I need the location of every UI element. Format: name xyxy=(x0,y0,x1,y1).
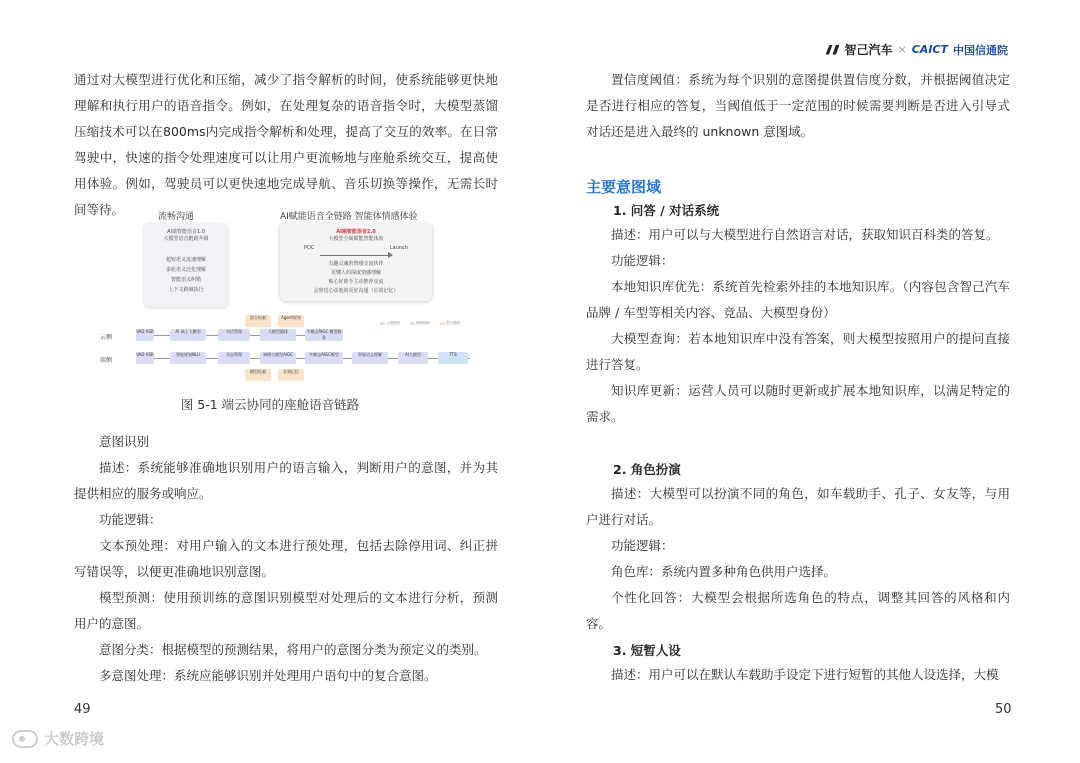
body-paragraph: 功能逻辑： xyxy=(99,512,162,527)
legend-item: 混合链路 xyxy=(440,321,460,326)
sub-heading: 1. 问答 / 对话系统 xyxy=(613,203,720,218)
brand-name: 智己汽车 xyxy=(844,43,893,57)
card-line: 多轮语义泛化理解 xyxy=(165,267,206,273)
sub-heading: 3. 短暂人设 xyxy=(613,643,681,658)
body-paragraph: 置信度阈值：系统为每个识别的意图提供置信度分数，并根据阈值决定是否进行相应的答复，当阈值低于一定范围的时候需要判断是否进入引导式对话还是进入最终的 unknown 意图域。 xyxy=(586,72,1010,139)
body-paragraph: 通过对大模型进行优化和压缩，减少了指令解析的时间，使系统能够更快地理解和执行用户的语音指令。例如，在处理复杂的语音指令时，大模型蒸馏压缩技术可以在800ms内完成指令解析和处理，提高了交互的效率。在日常驾驶中，快速的指令处理速度可以让用户更流畅地与座舱系统交互，提高使用体验。例如，驾驶员可以更快速地完成导航、音乐切换等操作，无需长时间等待。 xyxy=(74,72,498,217)
body-paragraph: 描述：大模型可以扮演不同的角色，如车载助手、孔子、女友等，与用户进行对话。 xyxy=(586,486,1010,527)
poc-label: POC xyxy=(304,245,315,251)
body-paragraph: 本地知识库优先：系统首先检索外挂的本地知识库。（内容包含智己汽车品牌 / 车型等相关内容、竞品、大模型身份） xyxy=(586,279,1010,320)
diagram-node: 端侧大模型AIGC xyxy=(260,352,296,364)
diagram-node: 多模态AIGC模型 xyxy=(305,352,343,364)
body-paragraph: 角色库：系统内置多种角色供用户选择。 xyxy=(611,564,837,579)
figure-caption: 图 5-1 端云协同的座舱语音链路 xyxy=(180,397,360,412)
body-paragraph: 功能逻辑： xyxy=(611,538,674,553)
body-paragraph: 意图分类：根据模型的预测结果，将用户的意图分类为预定义的类别。 xyxy=(99,642,487,657)
diagram-node: 混合检索 xyxy=(245,315,271,327)
card-line: AI端智能语音1.0 xyxy=(167,229,205,235)
diagram-node: AI 端上大模型 xyxy=(170,329,206,341)
card-line: 智能语义纠错 xyxy=(170,277,201,283)
section-title: 主要意图域 xyxy=(586,178,662,196)
body-paragraph: 文本预处理：对用户输入的文本进行预处理，包括去除停用词、纠正拼写错误等，以便更准确地识别意图。 xyxy=(74,538,498,579)
sub-heading: 2. 角色扮演 xyxy=(613,462,681,477)
page-number: 49 xyxy=(74,702,91,717)
card-line: 贴心好助手主动推荐交流 xyxy=(328,279,384,285)
card-line: 大模型全面赋能智能体验 xyxy=(328,236,384,242)
card-line: 上下文跨域执行 xyxy=(168,287,204,293)
legend-item: 端侧链路 xyxy=(410,321,430,326)
diagram-node: 长效记忆 xyxy=(278,369,304,381)
brand-logo-icon xyxy=(826,45,840,55)
arrow-head-icon xyxy=(388,252,393,258)
page-number: 50 xyxy=(995,702,1012,717)
figure-left-title: 流畅沟通 xyxy=(158,212,195,222)
body-paragraph: 知识库更新：运营人员可以随时更新或扩展本地知识库，以满足特定的需求。 xyxy=(586,383,1010,424)
legend-item: 云端链路 xyxy=(380,321,400,326)
diagram-node: VAD ASR xyxy=(136,352,154,364)
lane-label-device: 端侧 xyxy=(100,357,113,364)
figure-voice-pipeline xyxy=(100,203,475,383)
body-paragraph: 描述：用户可以在默认车载助手设定下进行短暂的其他人设选择，大模 xyxy=(611,667,999,682)
separator: × xyxy=(897,43,907,56)
body-paragraph: 功能逻辑： xyxy=(611,253,674,268)
body-paragraph: 意图识别 xyxy=(99,434,150,449)
card-line: 大模型语音链路升级 xyxy=(163,236,209,242)
card-line: 会察觉心弦地的更好沟通（长效记忆） xyxy=(313,288,399,294)
diagram-node: 多模态AIGC 模型服务 xyxy=(306,329,342,340)
diagram-node: 模型检索 xyxy=(245,369,271,381)
diagram-node: 对话管理 xyxy=(218,329,250,341)
body-paragraph: 描述：用户可以与大模型进行自然语言对话，获取知识百科类的答复。 xyxy=(611,227,999,242)
header-logos xyxy=(826,41,1009,58)
diagram-node: 智能语义理解 xyxy=(352,352,388,364)
diagram-node: AI大模型 xyxy=(398,352,428,364)
body-paragraph: 个性化回答：大模型会根据所选角色的特点，调整其回答的风格和内容。 xyxy=(586,590,1010,631)
diagram-node: VAD ASR xyxy=(136,329,154,341)
body-paragraph: 大模型查询：若本地知识库中没有答案，则大模型按照用户的提问直接进行答复。 xyxy=(586,331,1010,372)
diagram-node: TTS xyxy=(438,352,468,364)
diagram-node: 动态管理 xyxy=(218,352,250,364)
lane-label-cloud: 云侧 xyxy=(100,334,113,341)
body-paragraph: 描述：系统能够准确地识别用户的语言输入，判断用户的意图，并为其提供相应的服务或响应。 xyxy=(74,460,498,501)
card-line: 有趣灵魂的情感交流伙伴 xyxy=(328,261,384,267)
body-paragraph: 多意图处理：系统应能够识别并处理用户语句中的复合意图。 xyxy=(99,668,437,683)
card-line: AI端智能语音2.0 xyxy=(336,229,376,235)
card-line: 超短语义流速理解 xyxy=(165,257,206,263)
watermark-logo-icon xyxy=(12,730,38,748)
body-paragraph: 模型预测：使用预训练的意图识别模型对处理后的文本进行分析，预测用户的意图。 xyxy=(74,590,498,631)
figure-card-voice-2 xyxy=(280,223,432,301)
figure-right-title: AI赋能语音全链路 智能体情感体验 xyxy=(280,212,418,222)
right-page xyxy=(540,0,1080,763)
launch-label: Launch xyxy=(389,245,408,251)
poc-launch-arrow xyxy=(320,255,390,256)
partner-logo-en: CAICT xyxy=(911,43,948,56)
figure-pipeline-diagram xyxy=(100,315,475,381)
figure-card-voice-1 xyxy=(144,223,228,307)
diagram-node: Agent规划 xyxy=(278,315,304,327)
diagram-node: 智能规划NLU xyxy=(170,352,206,364)
card-line: 更懂人的深度情感理解 xyxy=(330,270,381,276)
partner-logo-cn: 中国信通院 xyxy=(953,43,1008,57)
watermark xyxy=(12,728,104,749)
watermark-text: 大数跨境 xyxy=(44,730,105,748)
diagram-node: 大模型编排 xyxy=(260,329,296,341)
